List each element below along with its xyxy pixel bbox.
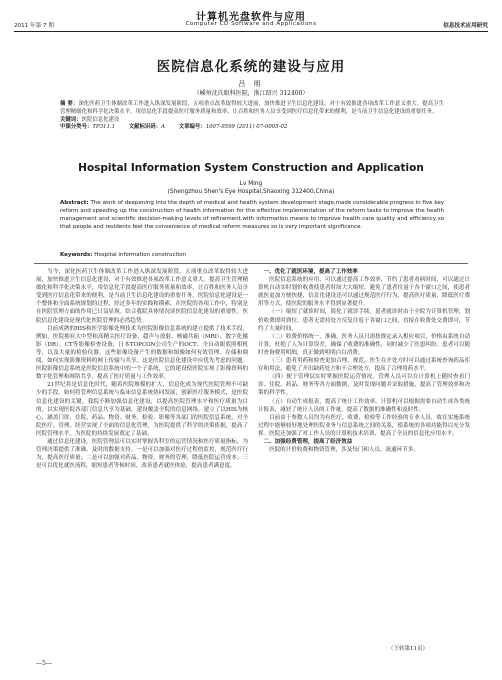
doc-code-field (129, 124, 165, 130)
abstract-cn (60, 101, 444, 117)
page-number: —5— (36, 660, 52, 667)
continued-note: （下转第11页） (388, 646, 428, 652)
author-en: Lv Ming (239, 181, 263, 187)
article-title-cn: 医院信息化系统的建设与应用 (156, 59, 346, 75)
article-title-en: Hospital Information System Construction and Application (78, 162, 424, 174)
affiliation-cn: （嵊州沈氏眼科医院，浙江绍兴 312400） (193, 90, 309, 97)
body-paragraph: （三）患者用药和检查更加合理、规范。医生在开处方时可以通过系统查询药品库存和用法，避免了开出缺药处方和不合理处方，提高了合理用药水平。 (258, 358, 470, 373)
abstract-label-cn: 摘 要： (60, 101, 79, 107)
body-left-column (36, 268, 248, 470)
keywords-text-cn: 医院信息化建设 (81, 116, 120, 123)
abstract-label-en: Abstract: (60, 200, 89, 206)
issue-label: 2011 年第 7 期 (14, 23, 54, 29)
clc-field (60, 124, 115, 130)
affiliation-en: (Shengzhou Shen's Eye Hospital,Shaoxing 312400,China) (167, 189, 335, 195)
body-paragraph: 医院信息系统的应用，可以通过提高工作效率，节约了患者看病时间，可以通过计算机自动实时划价收费使患者时间大大缩短，避免了患者往返于各个窗口之间，使患者就医更加方便快捷，信息化建设还可以通过规范医疗行为、提高医疗质量、降低医疗费用等方式，使医院的服务水平得到显著提升。 (258, 277, 470, 308)
abstract-en (60, 200, 444, 232)
section-heading: 二、加强经费管理，提高了经济效益 (263, 438, 353, 445)
clc-value: TP311.1 (92, 124, 116, 131)
doc-code-label: 文献标识码： (128, 124, 162, 131)
keywords-label-en: Keywords: (60, 252, 93, 258)
journal-name-en: Computer CD Software and Applications (185, 21, 317, 27)
abstract-divider (34, 263, 468, 264)
body-paragraph: 医院的计价收费和物资管理，涉及每门和人员、流通环节多， (269, 447, 419, 454)
journal-header (0, 0, 502, 52)
article-no-value: 1007-9599 (2011) 07-0005-02 (205, 124, 288, 131)
keywords-text-en: Hospital information construction (94, 252, 187, 258)
body-paragraph: （一）缩短了就诊时间，简化了就诊手续。患者就诊时由于全院为计算机管理，划价收费即时到位，患者无需持处方反复往返于各窗口之间，直接在收费处交费即可，节约了大量时间。 (258, 309, 470, 332)
abstract-text-en: The work of deepening into the depth of medical and health system development stage,made considerable progress in five key reform and speeding up the construction of health information for the effective implementation of the reform tasks to improve the health management and scientific decision-making levels of refinement,with information means to improve health care quality and efficiency,so that people and residents feel the convenience of medical reform measures so is very important significance. (60, 200, 444, 230)
keywords-label-cn: 关键词： (60, 116, 82, 123)
body-paragraph: （四）便于管理层实时掌握医院运营情况。管理人员可以在计算机上随时查看门诊、住院、药品、财务等各方面数据，及时发现问题并采取措施，提高了管理效率和决策的科学性。 (258, 374, 470, 397)
keywords-en (60, 252, 444, 258)
abstract-block-cn (60, 101, 444, 132)
body-paragraph: 当今，深化医药卫生体制改革工作进入纵深发展阶段，五项重点改革取得较大进展，加快推进卫生信息化建设，对于有效推进各项改革工作意义重大。提高卫生管理精细化和科学化决策水平，用信息化手段提高医疗服务质量和效率，让百姓和医务人员享受到医疗信息化带来的便利，是当前卫生信息化建设的重要任务。医院信息化建设是一个整体和全面系统规划的过程，经过多年的实践和摸索，在医院的各项工作中，特别是在医院管理方面的作用已日益显现。结合我院具体情况谈医院信息化建设的重要性。医院信息化建设是现代化医院管理的必然趋势。 (36, 269, 248, 324)
abstract-text-cn: 深化医药卫生体制改革工作进入纵深发展阶段，五项重点改革取得较大进展，加快推进卫生信息化建设，对于有效推进各项改革工作意义重大。提高卫生管理精细化和科学化决策水平，用信息化手段提高医疗服务质量和效率，让百姓和医务人员享受到医疗信息化带来的便利，是当前卫生信息化建设的重要任务。 (60, 101, 444, 115)
clc-label: 中图分类号： (60, 124, 93, 131)
body-paragraph: （五）自动生成报表，提高了统计工作效率。计算机可以根据需要自动生成各类统计报表，减轻了统计人员的工作量，提高了数据的准确性和及时性。 (258, 398, 470, 413)
section-heading: 一、优化了就医环境，提高了工作效率 (263, 269, 358, 275)
body-right-column (258, 268, 470, 454)
classification-row (60, 124, 444, 132)
body-paragraph: （二）收费价格统一、准确。医务人员只需按规定录入相应项目，价格由系统自动计算，杜绝了人为计算误差，确保了收费的准确性，同时减少了医患纠纷。患者可以随时查询费用明细，真正做到明明白白消费。 (258, 333, 470, 356)
body-paragraph: 21世纪将是信息化时代，随着医院规模的扩大，信息化成为现代医院管理不可缺少的手段。如何将管理信息系统与临床信息系统协同发展，创新医疗服务模式，是医院信息化建设的关键。我院不断加强信息化建设，以提高医院管理水平和医疗质量为目的，以实现医院各部门信息共享为基础，建设覆盖全院的信息网络，建立了以HIS为核心，涵盖门诊、住院、药品、物资、财务、检验、影像等各部门的医院信息系统，对全院医疗、管理、经营实现了全面的信息化管理，为医院提供了科学的决策依据，提高了医院管理水平，为医院的持续发展奠定了基础。 (36, 382, 248, 437)
body-paragraph: 目前由于参数人员均为有医疗、收费、检验等工作经验的专业人员，故在实施系统过程中能够较好地处理医院业务与信息系统之间的关系，使系统的各项功能得以充分发挥。医院还加强了对工作人员的计算机技术培训，提高了全员的信息化应用水平。 (258, 414, 470, 437)
section-label: 信息技术应用研究 (443, 23, 488, 29)
header-rule (14, 31, 488, 32)
body-paragraph: 目前成熟的HIS和医学影像处理技术为医院影像信息系统的建立提供了技术手段。例如，医院拥有大中型和高精尖医疗设备，超声与放射、核磁共振（MRI）、数字化摄影（DR）、CT等影像检查设备，日本TOPCON公司生产的OCT、全自动眼底照相机等，以及大量的检验仪器。这些影像设备产生的数据和图像如何有效管理、存储和调阅，如何实现影像资料的网上传输与共享，这是医院信息化建设中应优先考虑的问题。医院影像信息系统是医院信息系统中的一个子系统，它的建设使医院实现了影像资料的数字化管理和网络共享，提高了医疗质量与工作效率。 (36, 325, 248, 381)
article-no-label: 文章编号： (178, 124, 206, 131)
body-paragraph: 通过信息化建设，医院管理层可以实时掌握各科室的运营情况和医疗质量指标，为管理决策提供了准确、及时的数据支持。一是可以加强对医疗过程的监控，规范医疗行为，提高医疗质量；二是可以加强对药品、物资、财务的管理，降低医院运营成本；三是可以优化就医流程，缩短患者等候时间，改善患者就医体验，提高患者满意度。 (36, 438, 248, 470)
journal-name-cn: 计算机光盘软件与应用 (196, 12, 306, 23)
author-cn: 吕 明 (238, 80, 264, 88)
header-info-row (14, 21, 488, 31)
doc-code-value: A (161, 124, 165, 131)
article-no-field (179, 124, 288, 130)
